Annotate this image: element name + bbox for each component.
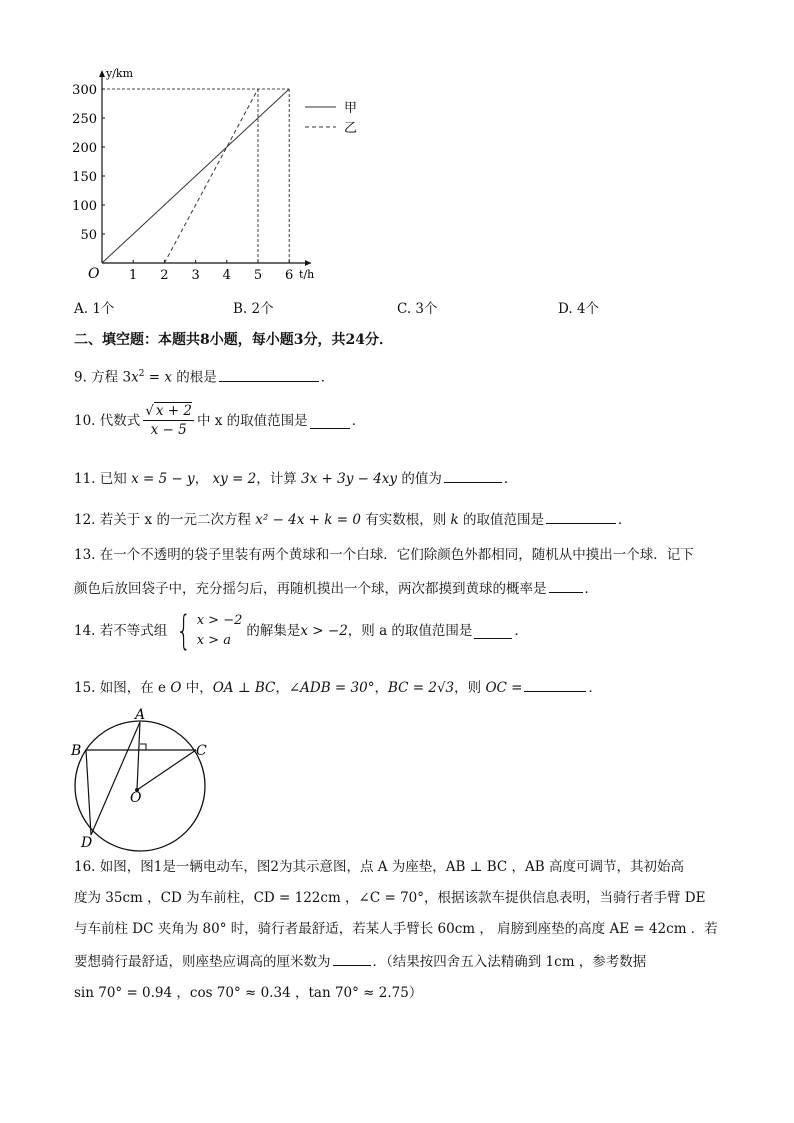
question-16-line-5: sin 70° = 0.94 ，cos 70° ≈ 0.34 ，tan 70° ≈ 2.75） xyxy=(74,985,423,1001)
x-axis-arrow xyxy=(305,260,311,266)
y-tick-label: 200 xyxy=(72,141,97,156)
distance-time-chart xyxy=(60,62,390,284)
series-jia xyxy=(102,89,289,263)
option-c[interactable]: C. 3个 xyxy=(397,301,438,317)
question-14: 14. 若不等式组 { x > −2 x > a 的解集是 x > −2 ，则 a 的取值范围是 ． xyxy=(74,608,528,654)
origin-label: O xyxy=(88,266,100,282)
series-yi xyxy=(164,89,258,263)
segment-OC xyxy=(137,750,196,790)
answer-blank[interactable] xyxy=(474,623,512,639)
chart-series xyxy=(102,89,289,263)
circle-O xyxy=(75,721,205,851)
answer-blank[interactable] xyxy=(333,950,371,966)
x-tick-label: 5 xyxy=(253,268,263,283)
answer-blank[interactable] xyxy=(310,413,350,429)
question-16-line-4: 要想骑行最舒适，则座垫应调高的厘米数为 ．（结果按四舍五入法精确到 1cm ，参考数据 xyxy=(74,950,646,972)
y-tick-label: 150 xyxy=(72,170,97,185)
question-16-line-2: 度为 35cm ，CD 为车前柱，CD = 122cm ，∠C = 70°，根据该款车提供信息表明，当骑行者手臂 DE xyxy=(74,890,706,906)
segment-OA xyxy=(137,722,140,790)
x-tick-label: 1 xyxy=(129,268,138,283)
option-a[interactable]: A. 1个 xyxy=(74,301,115,317)
question-9: 9. 方程 $3x^2 = x$ 的根是 ． xyxy=(74,364,334,388)
y-axis-label: y/km xyxy=(106,67,134,80)
label-A: A xyxy=(135,707,146,723)
x-tick-label: 6 xyxy=(285,268,294,283)
question-13-line-1: 13. 在一个不透明的袋子里装有两个黄球和一个白球．它们除颜色外都相同，随机从中摸出一个球．记下 xyxy=(74,547,694,563)
answer-blank[interactable] xyxy=(549,577,583,593)
y-tick-label: 100 xyxy=(72,199,97,214)
x-tick-label: 3 xyxy=(191,268,200,283)
inequality-system: { x > −2 x > a xyxy=(176,608,243,654)
legend-label-0: 甲 xyxy=(344,101,358,116)
segment-AD xyxy=(91,722,140,835)
question-16-line-3: 与车前柱 DC 夹角为 80° 时，骑行者最舒适，若某人手臂长 60cm ， 肩膀到座垫的高度 AE = 42cm ．若 xyxy=(74,921,718,937)
label-O: O xyxy=(130,790,142,806)
option-b[interactable]: B. 2个 xyxy=(233,301,274,317)
right-angle-mark xyxy=(140,744,146,750)
label-C: C xyxy=(196,743,207,759)
question-12: 12. 若关于 x 的一元二次方程 x² − 4x + k = 0 有实数根，则 k 的取值范围是 ． xyxy=(74,508,632,530)
x-tick-label: 4 xyxy=(222,268,231,283)
y-axis-arrow xyxy=(99,70,105,77)
y-tick-label: 50 xyxy=(80,228,97,243)
question-10: 10. 代数式 $\frac{√ x + 2}{x - 5}$ 中 x 的取值范围是 ． xyxy=(74,403,366,438)
chart-legend xyxy=(305,101,357,136)
question-11: 11. 已知 x = 5 − y， xy = 2，计算 3x + 3y − 4xy 的值为 ． xyxy=(74,467,517,489)
question-16-line-1: 16. 如图，图1是一辆电动车，图2为其示意图，点 A 为座垫，AB ⊥ BC ，AB 高度可调节，其初始高 xyxy=(74,859,684,875)
question-15: 15. 如图，在 e O 中，OA ⊥ BC，∠ADB = 30°，BC = 2√3，则 OC = ． xyxy=(74,676,602,698)
answer-blank[interactable] xyxy=(444,467,502,483)
y-tick-label: 300 xyxy=(72,83,97,98)
circle-figure xyxy=(66,702,216,852)
option-d[interactable]: D. 4个 xyxy=(558,301,600,317)
answer-blank[interactable] xyxy=(524,676,586,692)
y-tick-label: 250 xyxy=(72,112,97,127)
answer-blank[interactable] xyxy=(219,366,319,382)
answer-blank[interactable] xyxy=(546,508,616,524)
legend-label-1: 乙 xyxy=(344,121,358,136)
question-13-line-2: 颜色后放回袋子中，充分摇匀后，再随机摸出一个球，两次都摸到黄球的概率是 ． xyxy=(74,577,598,599)
fraction: $\frac{√ x + 2}{x - 5}$ xyxy=(145,403,192,438)
x-tick-label: 2 xyxy=(160,268,169,283)
label-D: D xyxy=(81,835,93,851)
label-B: B xyxy=(71,743,82,759)
x-axis-label: t/h xyxy=(299,268,315,281)
section-title: 二、填空题：本题共8小题，每小题3分，共24分． xyxy=(74,332,393,348)
